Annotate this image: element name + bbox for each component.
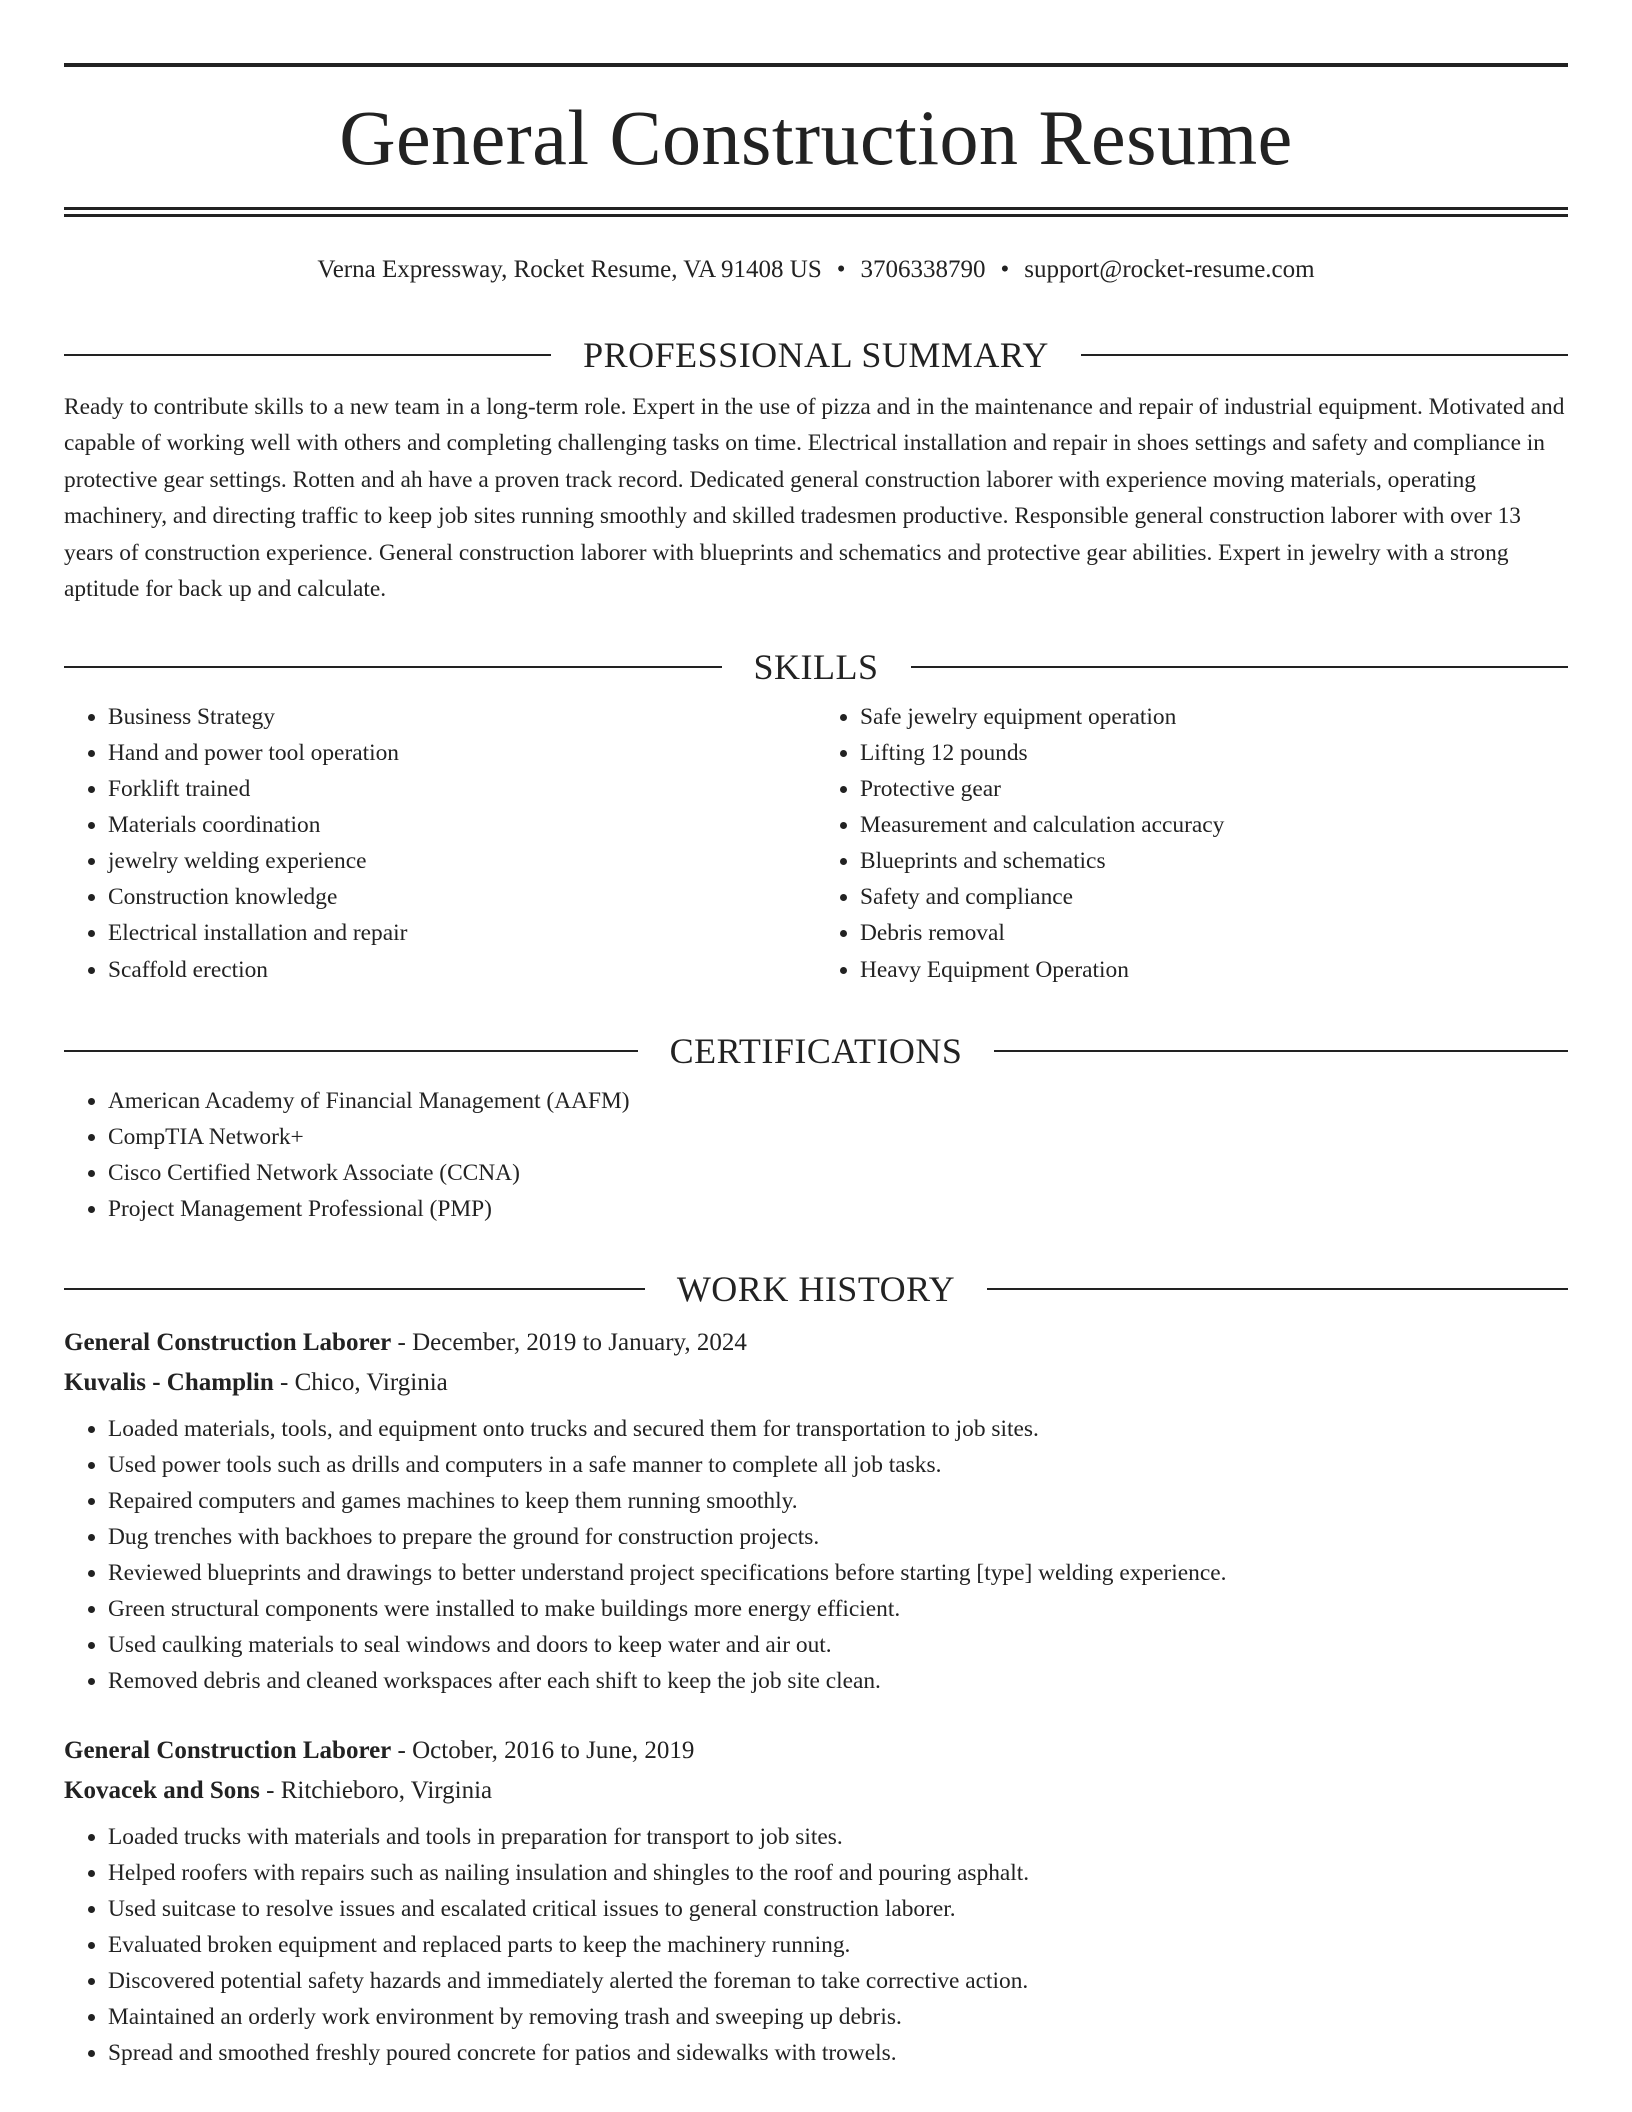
- certification-item: • American Academy of Financial Management (AAFM): [108, 1083, 1568, 1119]
- certifications-section: [64, 1029, 1568, 1227]
- job-duty-item: • Discovered potential safety hazards and immediately alerted the foreman to take corrective action.: [108, 1963, 1568, 1999]
- heading-rule-left: [64, 666, 722, 668]
- summary-section: [64, 333, 1568, 607]
- skill-item: • Business Strategy: [108, 699, 816, 735]
- contact-separator: •: [1000, 256, 1010, 283]
- contact-address: Verna Expressway, Rocket Resume, VA 91408 US: [317, 256, 822, 283]
- job-duty-item: • Evaluated broken equipment and replaced parts to keep the machinery running.: [108, 1927, 1568, 1963]
- certification-item: • Project Management Professional (PMP): [108, 1191, 1568, 1227]
- section-heading: [64, 1029, 1568, 1073]
- top-rule: [64, 63, 1568, 67]
- job-entry: [64, 1323, 1568, 1699]
- work-history-heading: WORK HISTORY: [676, 1269, 956, 1309]
- contact-separator: •: [836, 256, 846, 283]
- job-duty-item: • Loaded materials, tools, and equipment onto trucks and secured them for transportation to job sites.: [108, 1411, 1568, 1447]
- skill-item: • Forklift trained: [108, 771, 816, 807]
- skill-item: • Electrical installation and repair: [108, 915, 816, 951]
- certifications-list: [64, 1083, 1568, 1227]
- heading-rule-left: [64, 1050, 638, 1052]
- skill-item: • Scaffold erection: [108, 952, 816, 988]
- skill-item: • Construction knowledge: [108, 879, 816, 915]
- job-duty-item: • Loaded trucks with materials and tools in preparation for transport to job sites.: [108, 1819, 1568, 1855]
- heading-rule-right: [987, 1288, 1568, 1290]
- skill-item: • Measurement and calculation accuracy: [860, 807, 1568, 843]
- job-duty-item: • Maintained an orderly work environment by removing trash and sweeping up debris.: [108, 1999, 1568, 2035]
- skill-item: • Materials coordination: [108, 807, 816, 843]
- heading-rule-left: [64, 354, 551, 356]
- job-duty-item: • Repaired computers and games machines to keep them running smoothly.: [108, 1483, 1568, 1519]
- skill-item: • Protective gear: [860, 771, 1568, 807]
- job-duty-item: • Helped roofers with repairs such as nailing insulation and shingles to the roof and pouring asphalt.: [108, 1855, 1568, 1891]
- job-dates: - December, 2019 to January, 2024: [391, 1329, 747, 1356]
- job-duty-item: • Removed debris and cleaned workspaces after each shift to keep the job site clean.: [108, 1663, 1568, 1699]
- heading-rule-left: [64, 1288, 645, 1290]
- section-heading: [64, 333, 1568, 377]
- heading-rule-right: [911, 666, 1569, 668]
- job-company: Kuvalis - Champlin: [64, 1369, 274, 1396]
- contact-line: [64, 254, 1568, 286]
- job-title: General Construction Laborer: [64, 1329, 392, 1356]
- skill-item: • Safety and compliance: [860, 879, 1568, 915]
- contact-phone: 3706338790: [860, 256, 986, 283]
- job-dates: - October, 2016 to June, 2019: [391, 1737, 695, 1764]
- section-heading: [64, 645, 1568, 689]
- skill-item: • Safe jewelry equipment operation: [860, 699, 1568, 735]
- job-location: - Chico, Virginia: [273, 1369, 448, 1396]
- skill-item: • Blueprints and schematics: [860, 843, 1568, 879]
- job-duty-item: • Green structural components were installed to make buildings more energy efficient.: [108, 1591, 1568, 1627]
- job-duty-item: • Reviewed blueprints and drawings to better understand project specifications before starting [type] welding experience.: [108, 1555, 1568, 1591]
- skill-item: • jewelry welding experience: [108, 843, 816, 879]
- certification-item: • Cisco Certified Network Associate (CCNA): [108, 1155, 1568, 1191]
- job-company: Kovacek and Sons: [64, 1777, 260, 1804]
- job-title-line: [64, 1323, 1568, 1363]
- skill-item: • Lifting 12 pounds: [860, 735, 1568, 771]
- job-duty-item: • Used power tools such as drills and computers in a safe manner to complete all job tasks.: [108, 1447, 1568, 1483]
- skills-section: [64, 645, 1568, 988]
- work-history-section: [64, 1267, 1568, 2071]
- heading-rule-right: [994, 1050, 1568, 1052]
- resume-title: General Construction Resume: [339, 94, 1293, 181]
- job-company-line: [64, 1363, 1568, 1403]
- job-title: General Construction Laborer: [64, 1737, 392, 1764]
- heading-rule-right: [1081, 354, 1568, 356]
- job-duties-list: [64, 1819, 1568, 2071]
- job-duty-item: • Spread and smoothed freshly poured concrete for patios and sidewalks with trowels.: [108, 2035, 1568, 2071]
- title-double-rule: [64, 207, 1568, 217]
- job-company-line: [64, 1771, 1568, 1811]
- summary-heading: PROFESSIONAL SUMMARY: [583, 335, 1049, 375]
- section-heading: [64, 1267, 1568, 1311]
- contact-email: support@rocket-resume.com: [1024, 256, 1315, 283]
- job-duty-item: • Dug trenches with backhoes to prepare the ground for construction projects.: [108, 1519, 1568, 1555]
- summary-text: Ready to contribute skills to a new team in a long-term role. Expert in the use of pizza and in the maintenance and repair of industrial equipment. Motivated and capable of working well with others and completing challenging tasks on time. Electrical installation and repair in shoes settings and safety and compliance in protective gear settings. Rotten and ah have a proven track record. Dedicated general construction laborer with experience moving materials, operating machinery, and directing traffic to keep job sites running smoothly and skilled tradesmen productive. Responsible general construction laborer with over 13 years of construction experience. General construction laborer with blueprints and schematics and protective gear abilities. Expert in jewelry with a strong aptitude for back up and calculate.: [64, 394, 1565, 603]
- skill-item: • Hand and power tool operation: [108, 735, 816, 771]
- skills-heading: SKILLS: [753, 647, 879, 687]
- skill-item: • Debris removal: [860, 915, 1568, 951]
- skill-item: • Heavy Equipment Operation: [860, 952, 1568, 988]
- job-entry: [64, 1731, 1568, 2071]
- job-duty-item: • Used suitcase to resolve issues and escalated critical issues to general construction laborer.: [108, 1891, 1568, 1927]
- skills-list-left: [64, 699, 816, 988]
- certifications-heading: CERTIFICATIONS: [669, 1031, 963, 1071]
- job-location: - Ritchieboro, Virginia: [259, 1777, 493, 1804]
- certification-item: • CompTIA Network+: [108, 1119, 1568, 1155]
- job-duties-list: [64, 1411, 1568, 1699]
- job-duty-item: • Used caulking materials to seal windows and doors to keep water and air out.: [108, 1627, 1568, 1663]
- job-title-line: [64, 1731, 1568, 1771]
- skills-list-right: [816, 699, 1568, 988]
- skills-columns: [64, 699, 1568, 988]
